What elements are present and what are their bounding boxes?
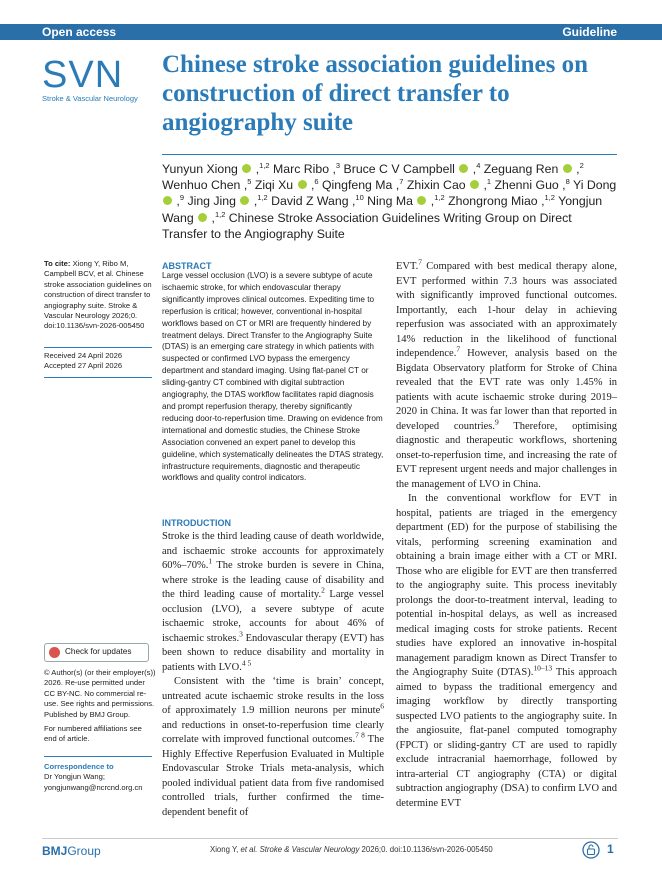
- ref[interactable]: 3: [239, 629, 243, 638]
- correspondence-name: Dr Yongjun Wang;: [44, 772, 105, 782]
- article-type-label: Guideline: [562, 25, 617, 39]
- header-bar: [0, 24, 662, 40]
- affiliation-ref: 5: [247, 177, 252, 187]
- affiliations-note: For numbered affiliations see end of article.: [44, 724, 142, 744]
- author-name[interactable]: Zhixin Cao: [406, 178, 466, 193]
- affiliation-ref: 1,2: [214, 209, 226, 219]
- affiliation-ref: 9: [179, 193, 185, 203]
- affiliation-ref: 1,2: [544, 193, 555, 203]
- introduction-heading: INTRODUCTION: [162, 518, 231, 528]
- open-access-lock-icon: [582, 841, 600, 859]
- sidebar-divider: [44, 756, 152, 757]
- introduction-body: [162, 530, 384, 820]
- article-title: Chinese stroke association guidelines on construction of direct transfer to angiography suite: [162, 51, 588, 136]
- affiliation-ref: 10: [355, 193, 364, 203]
- correspondence-block: [44, 762, 156, 793]
- affiliation-ref: 1,2: [434, 193, 445, 203]
- abstract-text: Large vessel occlusion (LVO) is a severe subtype of acute ischaemic stroke, for which endovascular therapy significantly improves clinical outcomes. Expediting time to reperfusion is critical; however, conventional in-hospital workflows based on CT or MRI are frequently hindered by treatment delays. Direct Transfer to the Angiography Suite (DTAS) is an emerging care strategy in which patients with suspected or confirmed LVO bypass the emergency department and standard imaging. Using flat-panel CT or sliding-gantry CT combined with digital subtraction angiography, the DTAS workflow facilitates rapid diagnosis and prompt reperfusion therapy, thereby significantly reducing door-to-reperfusion time. Drawing on evidence from international and domestic studies, the Chinese Stroke Association convened an expert panel to develop this guideline, which systematically delineates the DTAS strategy, infrastructure requirements, diagnostic and therapeutic workflows and quality control indicators.: [162, 271, 384, 483]
- orcid-icon[interactable]: [240, 196, 249, 205]
- author-name[interactable]: Yunyun Xiong: [162, 162, 238, 176]
- cite-label: To cite:: [44, 259, 71, 268]
- orcid-icon[interactable]: [470, 180, 479, 189]
- footer-citation: Xiong Y, et al. Stroke & Vascular Neurology 2026;0. doi:10.1136/svn-2026-005450: [210, 845, 493, 854]
- author-name[interactable]: Zhongrong Miao: [448, 194, 538, 209]
- received-date: Received 24 April 2026: [44, 351, 123, 360]
- author-name[interactable]: Bruce C V Campbell: [343, 162, 455, 176]
- abstract-heading: ABSTRACT: [162, 261, 212, 271]
- author-name[interactable]: Marc Ribo: [273, 162, 330, 176]
- paragraph: In the conventional workflow for EVT in hospital, patients are triaged in the emergency department (ED) for the purpose of stabilising the vitals, performing screening examination and obtaining a brain image either with a CT or MRI. Those who are eligible for EVT are then transferred to the angiography suite. This process inevitably prolongs the door-to-treatment interval, leading to potential in-hospital delays, as well as increased medical imaging costs for stroke patients. Recent studies have explored an innovative in-hospital management paradigm known as Direct Transfer to the Angiography Suite (DTAS).$^{10-13}$ This approach aimed to bypass the traditional emergency and imaging workflow by directly transporting suspected LVO patients to the angiography suite. In the angiosuite, flat-panel computed tomography (FPCT) or sliding-gantry CT are used to rapidly exclude intracranial haemorrhage, followed by intra-arterial CT angiography (CTA) or digital subtraction angiography (DSA) to confirm LVO and determine EVT: [396, 493, 617, 809]
- affiliation-ref: 1,2: [259, 160, 270, 170]
- ref[interactable]: 2: [321, 585, 325, 595]
- orcid-icon[interactable]: [417, 196, 426, 205]
- affiliation-ref: 7: [399, 177, 404, 187]
- author-name[interactable]: Wenhuo Chen: [162, 178, 241, 193]
- correspondence-label: Correspondence to: [44, 762, 114, 771]
- copyright-block: [44, 668, 156, 745]
- author-name[interactable]: Qingfeng Ma: [321, 178, 393, 193]
- author-name[interactable]: Ning Ma: [367, 194, 413, 209]
- copyright-text: © Author(s) (or their employer(s)) 2026. Re-use permitted under CC BY-NC. No commercial re-use. See rights and permissions. Published by BMJ Group.: [44, 668, 156, 719]
- check-updates-label: Check for updates: [65, 647, 132, 656]
- author-list: Yunyun Xiong ,$^{1,2}$ Marc Ribo ,$^3$ Bruce C V Campbell ,$^4$ Zeguang Ren ,$^2$ Wenhuo Chen ,$^5$ Ziqi Xu ,$^6$ Qingfeng Ma ,$^7$ Zhixin Cao ,$^1$ Zhenni Guo ,$^8$ Yi Dong ,$^9$ Jing Jing ,$^{1,2}$ David Z Wang ,$^{10}$ Ning Ma ,$^{1,2}$ Zhongrong Miao ,$^{1,2}$ Yongjun Wang ,$^{1,2}$ Chinese Stroke Association Guidelines Writing Group on Direct Transfer to the Angiography Suite: [162, 160, 617, 241]
- title-divider: [162, 154, 617, 155]
- orcid-icon[interactable]: [298, 180, 307, 189]
- affiliation-ref: 2: [579, 160, 584, 170]
- cite-text: Xiong Y, Ribo M, Campbell BCV, et al. Chinese stroke association guidelines on construction of direct transfer to angiography suite. Stroke & Vascular Neurology 2026;0. doi:10.1136/svn-2026-005450: [44, 259, 152, 331]
- right-column-body: [396, 257, 617, 811]
- author-name[interactable]: Zeguang Ren: [483, 162, 559, 176]
- ref[interactable]: 7 8: [355, 730, 365, 740]
- orcid-icon[interactable]: [198, 213, 207, 222]
- sidebar-divider: [44, 347, 152, 348]
- affiliation-ref: 4: [476, 160, 481, 170]
- author-name[interactable]: Zhenni Guo: [494, 178, 559, 193]
- paragraph: Consistent with the ‘time is brain’ concept, untreated acute ischaemic stroke results in the loss of approximately 1.9 million neurons per minute$^6$ and reductions in onset-to-reperfusion time clearly correlate with improved functional outcomes.$^{7 8}$ The Highly Effective Reperfusion Evaluated in Multiple Endovascular Stroke Trials meta-analysis, which pooled individual patient data from five randomised controlled trials, further confirmed the time-dependent benefit of: [162, 676, 384, 818]
- footer-divider: [42, 838, 618, 839]
- ref[interactable]: 7: [456, 344, 461, 354]
- sidebar-divider: [44, 377, 152, 378]
- ref[interactable]: 6: [380, 701, 384, 711]
- page-number: 1: [607, 842, 614, 856]
- dates-block: [44, 351, 156, 372]
- logo-mark: SVN: [42, 54, 124, 96]
- ref[interactable]: 7: [418, 257, 423, 267]
- ref[interactable]: 9: [495, 417, 499, 426]
- author-name[interactable]: Ziqi Xu: [254, 178, 294, 193]
- orcid-icon[interactable]: [563, 164, 572, 173]
- affiliation-ref: 8: [565, 177, 570, 187]
- logo-subtitle: Stroke & Vascular Neurology: [42, 94, 138, 103]
- publisher-logo: BMJGroup: [42, 844, 101, 858]
- orcid-icon[interactable]: [459, 164, 468, 173]
- open-access-label: Open access: [42, 25, 117, 39]
- accepted-date: Accepted 27 April 2026: [44, 361, 123, 371]
- check-for-updates-button[interactable]: [44, 643, 149, 662]
- author-name[interactable]: Jing Jing: [187, 194, 236, 209]
- author-name[interactable]: Yongjun Wang: [162, 194, 603, 225]
- correspondence-email[interactable]: yongjunwang@ncrcnd.org.cn: [44, 782, 143, 792]
- author-group: Chinese Stroke Association Guidelines Writing Group on Direct Transfer to the Angiography Suite: [162, 210, 572, 241]
- citation-block: [44, 259, 156, 332]
- affiliation-ref: 1,2: [257, 193, 268, 203]
- paragraph: EVT.$^7$ Compared with best medical therapy alone, EVT performed within 7.3 hours was associated with significantly improved functional outcomes. Importantly, each 1-hour delay in achieving reperfusion was associated with an approximately 14% reduction in the likelihood of functional independence.$^7$ However, analysis based on the Bigdata Observatory platform for Stroke of China revealed that the EVT rate was only 1.45% in patients with acute ischaemic stroke during 2019–2020 in China. It was far lower than that reported in developed countries.$^9$ Therefore, optimising diagnostic and therapeutic workflows, shortening onset-to-reperfusion time, and increasing the rate of EVT represent urgent needs and major challenges in the management of LVO in China.: [396, 257, 617, 490]
- affiliation-ref: 1: [486, 177, 492, 187]
- affiliation-ref: 3: [335, 160, 341, 170]
- check-updates-icon: [49, 647, 60, 658]
- paragraph: Stroke is the third leading cause of death worldwide, and ischaemic stroke accounts for approximately 60%–70%.$^1$ The stroke burden is severe in China, where stroke is the leading cause of disability and the third leading cause of mortality.$^2$ Large vessel occlusion (LVO), a severe subtype of acute ischaemic stroke, accounts for about 46% of ischaemic strokes.$^3$ Endovascular therapy (EVT) has been shown to reduce disability and mortality in patients with LVO.$^{4 5}$: [162, 531, 384, 673]
- orcid-icon[interactable]: [163, 196, 172, 205]
- orcid-icon[interactable]: [242, 164, 251, 173]
- ref[interactable]: 4 5: [241, 658, 252, 667]
- author-name[interactable]: David Z Wang: [271, 194, 349, 209]
- ref[interactable]: 1: [208, 556, 213, 566]
- affiliation-ref: 6: [314, 177, 319, 187]
- ref[interactable]: 10–13: [533, 663, 553, 673]
- journal-logo: [42, 54, 138, 103]
- author-name[interactable]: Yi Dong: [572, 178, 617, 193]
